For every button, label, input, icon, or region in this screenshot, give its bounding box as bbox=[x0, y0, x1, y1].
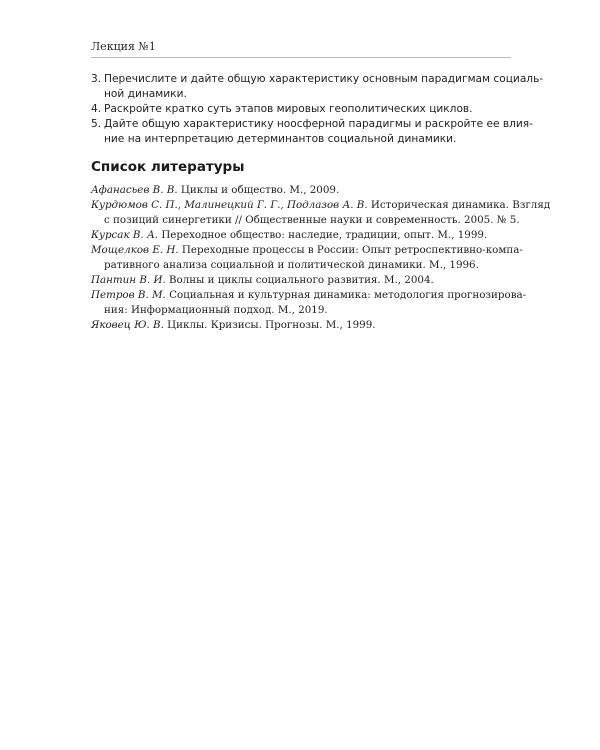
review-questions-list bbox=[91, 72, 544, 147]
entry-text: Циклы и общество. М., 2009. bbox=[177, 184, 340, 196]
entry-text: Циклы. Кризисы. Прогнозы. М., 1999. bbox=[163, 319, 376, 331]
question-item bbox=[91, 72, 544, 102]
question-text-line: ной динамики. bbox=[104, 88, 187, 100]
entry-text: Социальная и культурная динамика: методология прогнозирова- bbox=[165, 289, 527, 301]
bibliography-entry bbox=[91, 243, 521, 273]
entry-author: Мощелков Е. Н. bbox=[91, 244, 179, 256]
entry-author: Петров В. М. bbox=[91, 289, 166, 301]
entry-text: Переходное общество: наследие, традиции, опыт. М., 1999. bbox=[158, 229, 488, 241]
question-item bbox=[91, 117, 533, 147]
bibliography-heading: Список литературы bbox=[91, 159, 245, 175]
entry-author: Афанасьев В. В. bbox=[91, 184, 178, 196]
entry-continuation-line: ния: Информационный подход. М., 2019. bbox=[104, 304, 328, 316]
entry-line bbox=[91, 243, 521, 258]
question-text-line: Перечислите и дайте общую характеристику основным парадигмам социаль- bbox=[104, 73, 544, 85]
entry-text: Переходные процессы в России: Опыт ретроспективно-компа- bbox=[178, 244, 523, 256]
bibliography-entry bbox=[91, 288, 527, 318]
entry-line bbox=[91, 198, 551, 213]
entry-line bbox=[91, 288, 527, 303]
entry-author: Пантин В. И. bbox=[91, 274, 166, 286]
bibliography-list bbox=[91, 183, 551, 333]
entry-line bbox=[91, 273, 521, 288]
entry-text: Волны и циклы социального развития. М., 2004. bbox=[165, 274, 434, 286]
question-text-line: Дайте общую характеристику ноосферной парадигмы и раскройте ее влия- bbox=[104, 118, 533, 130]
header-rule bbox=[91, 57, 511, 58]
question-number: 3. bbox=[91, 73, 102, 85]
question-number: 4. bbox=[91, 103, 102, 115]
entry-line bbox=[91, 183, 521, 198]
entry-line bbox=[91, 228, 521, 243]
bibliography-entry bbox=[91, 273, 521, 288]
question-number: 5. bbox=[91, 118, 102, 130]
question-item bbox=[91, 102, 516, 117]
running-header: Лекция №1 bbox=[91, 40, 156, 53]
bibliography-entry bbox=[91, 198, 551, 228]
entry-continuation-line: с позиций синергетики // Общественные науки и современность. 2005. № 5. bbox=[104, 214, 520, 226]
question-text-line: ние на интерпретацию детерминантов социальной динамики. bbox=[104, 133, 457, 145]
entry-line bbox=[91, 318, 521, 333]
entry-author: Яковец Ю. В. bbox=[91, 319, 164, 331]
entry-author: Курсак В. А. bbox=[91, 229, 159, 241]
bibliography-entry bbox=[91, 318, 521, 333]
entry-continuation-line: ративного анализа социальной и политической динамики. М., 1996. bbox=[104, 259, 479, 271]
question-text-line: Раскройте кратко суть этапов мировых геополитических циклов. bbox=[104, 103, 473, 115]
bibliography-entry bbox=[91, 183, 521, 198]
entry-author: Курдюмов С. П., Малинецкий Г. Г., Подлазов А. В. bbox=[91, 199, 368, 211]
entry-text: Историческая динамика. Взгляд bbox=[367, 199, 551, 211]
bibliography-entry bbox=[91, 228, 521, 243]
